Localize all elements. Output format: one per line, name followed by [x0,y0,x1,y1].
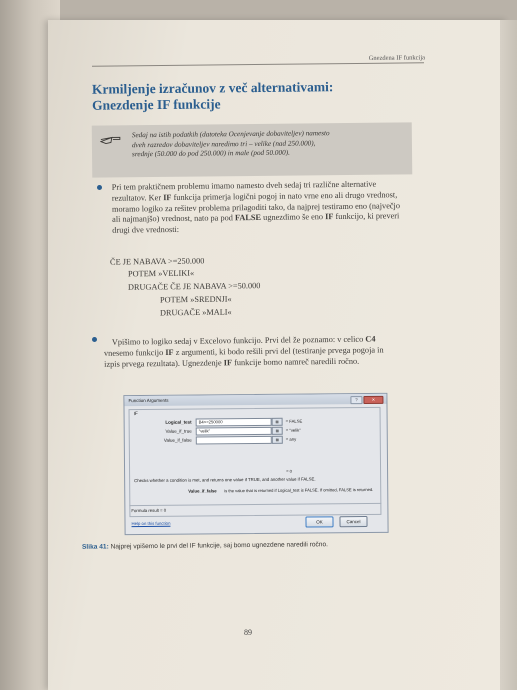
para2-text-4: funkcije bomo namreč naredili ročno. [231,356,360,367]
function-arguments-dialog [123,393,388,535]
dialog-result-line: = 0 [286,468,293,474]
condition-3: DRUGAČE ČE JE NABAVA >=50.000 [127,281,261,292]
para2-bold-c4: C4 [365,334,376,344]
dialog-title: Function Arguments [128,397,169,404]
paragraph-2 [104,334,400,370]
help-question-button[interactable]: ? [350,396,362,404]
condition-4: POTEM »SREDNJI« [159,294,232,305]
note-line-3: srednje (50.000 do pod 250.000) in male (pod 50.000). [131,148,290,159]
value-if-true-input[interactable]: "velik" [196,427,272,436]
para1-bold-if: IF [163,192,172,202]
note-box [92,122,413,177]
para1-bold-if-2: IF [325,212,334,222]
para1-text-2: funkcija primerja logični pogoj in nato vrne eno ali drugo vrednost, moramo logiko za rešitev problema prilagoditi tako, da najprej testiramo eno (največjo ali najmanjšo) vrednost, nato pa pod [111,190,401,225]
para1-text-3: ugnezdimo še eno [261,212,326,223]
function-description: Checks whether a condition is met, and returns one value if TRUE, and another value if FALSE. [134,476,316,484]
arg-result-value-if-true: = "velik" [285,427,301,433]
ok-button[interactable]: OK [305,516,333,527]
heading-line-2: Gnezdenje IF funkcije [92,96,221,113]
note-text [132,128,402,159]
arg-result-value-if-false: = any [285,436,297,442]
para1-text-4: funkcijo, ki preveri drugi dve vrednosti: [112,211,400,235]
close-button[interactable]: ✕ [363,395,383,403]
para2-text-1: Vpišimo to logiko sedaj v Excelovo funkcijo. Prvi del že poznamo: v celico [111,334,366,347]
para2-bold-if: IF [165,347,174,357]
para1-text-1: Pri tem praktičnem problemu imamo namesto dveh sedaj tri različne alternative rezultatov. Ker [111,179,377,203]
arg-label-logical-test: Logical_test [165,419,192,425]
arguments-group [129,407,382,517]
para2-text-3: z argumenti, ki bodo rešili prvi del (testiranje prvega pogoja in izpis prvega rezultata). Ugnezdenje [104,345,384,369]
running-head: Gnezdena IF funkcija [368,54,426,62]
arg-label-value-if-true: Value_if_true [165,428,192,434]
note-line-2: dveh razredov dobaviteljev naredimo tri – velike (nad 250.000), [131,138,316,149]
cancel-button[interactable]: Cancel [339,516,367,527]
section-heading [92,78,422,113]
help-link[interactable]: Help on this function [131,520,171,527]
caption-text: Najprej vpišemo le prvi del IF funkcije, saj bomo ugnezdene naredili ročno. [108,541,328,551]
para2-bold-if-2: IF [223,357,233,367]
dialog-title-bar[interactable] [124,394,386,406]
range-picker-icon[interactable]: ▦ [272,427,283,435]
pointing-hand-icon [100,133,122,145]
book-right-edge [500,20,517,690]
arg-row-value-if-false [130,435,380,445]
range-picker-icon[interactable]: ▦ [272,436,283,444]
para1-bold-false: FALSE [234,213,262,223]
window-controls [350,395,383,403]
condition-2: POTEM »VELIKI« [127,268,195,279]
range-picker-icon[interactable]: ▦ [272,418,283,426]
page-number: 89 [244,628,252,637]
arg-result-logical-test: = FALSE [285,418,303,424]
logical-test-input[interactable]: B4>=250000 [196,418,272,427]
condition-5: DRUGAČE »MALI« [159,307,232,318]
caption-label: Slika 41: [81,543,109,551]
selected-arg-name: Value_if_false [188,488,217,494]
para2-text-2: vnesemo funkcijo [103,347,166,358]
selected-arg-description: is the value that is returned if Logical_test is FALSE. If omitted, FALSE is returned. [224,486,374,494]
condition-1: ČE JE NABAVA >=250.000 [109,256,205,267]
paragraph-1 [112,179,403,237]
bullet-2 [92,337,97,342]
value-if-false-input[interactable] [196,436,272,445]
bullet-1 [97,185,102,190]
formula-result: Formula result = 0 [131,507,167,514]
function-name: IF [133,412,138,418]
note-line-1: Sedaj na istih podatkih (datoteka Ocenjevanje dobaviteljev) namesto [131,129,330,140]
arg-label-value-if-false: Value_if_false [163,437,192,443]
heading-line-1: Krmiljenje izračunov z več alternativami: [91,79,334,97]
